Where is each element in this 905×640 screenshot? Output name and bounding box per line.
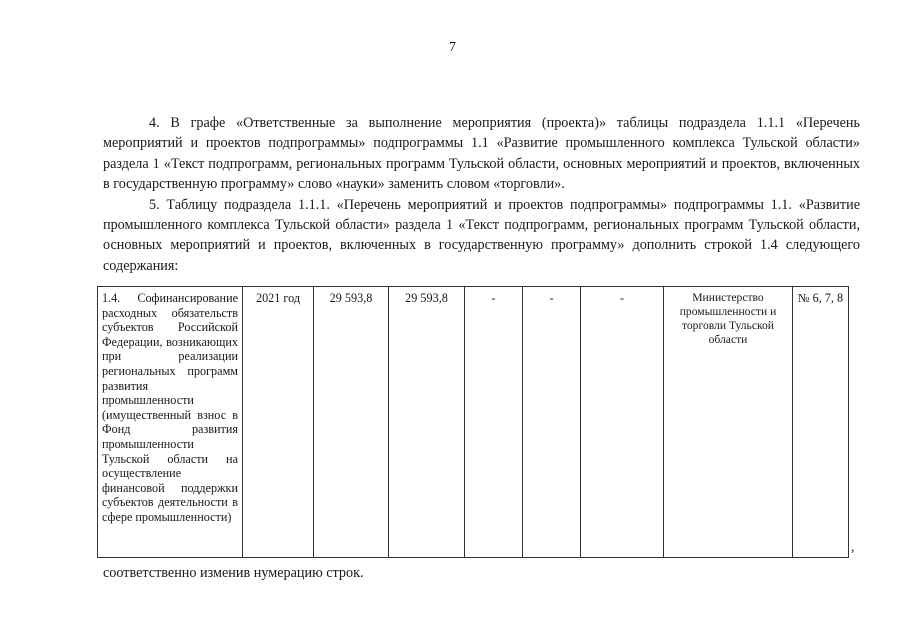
inserted-table-row — [97, 286, 849, 558]
closing-text: соответственно изменив нумерацию строк. — [103, 565, 364, 581]
cell-indicators: № 6, 7, 8 — [793, 287, 849, 558]
cell-regional-budget: 29 593,8 — [389, 287, 465, 558]
cell-col5: - — [465, 287, 523, 558]
cell-total: 29 593,8 — [314, 287, 389, 558]
cell-col6: - — [523, 287, 581, 558]
cell-year: 2021 год — [243, 287, 314, 558]
cell-col7: - — [581, 287, 664, 558]
page-number: 7 — [449, 40, 456, 55]
trailing-comma: , — [851, 540, 855, 555]
paragraph-4: 4. В графе «Ответственные за выполнение мероприятия (проекта)» таблицы подраздела 1.1.1 «Перечень мероприятий и проектов подпрограммы» подпрограммы 1.1 «Развитие промышленного комплекса Тульской области» раздела 1 «Текст подпрограмм, региональных программ Тульской области, основных мероприятий и проектов, включенных в государственную программу» слово «науки» заменить словом «торговли». — [103, 115, 860, 193]
table-row — [98, 287, 849, 558]
amendment-text — [103, 113, 860, 276]
paragraph-5: 5. Таблицу подраздела 1.1.1. «Перечень мероприятий и проектов подпрограммы» подпрограммы 1.1. «Развитие промышленного комплекса Тульской области» раздела 1 «Текст подпрограмм, региональных программ Тульской области, основных мероприятий и проектов, включенных в государственную программу» дополнить строкой 1.4 следующего содержания: — [103, 196, 860, 274]
cell-responsible: Министерство промышленности и торговли Тульской области — [664, 287, 793, 558]
cell-description: 1.4. Софинансирование расходных обязательств субъектов Российской Федерации, возникающих при реализации региональных программ развития промышленности (имущественный взнос в Фонд развития промышленности Тульской области на осуществление финансовой поддержки субъектов деятельности в сфере промышленности) — [98, 287, 243, 558]
